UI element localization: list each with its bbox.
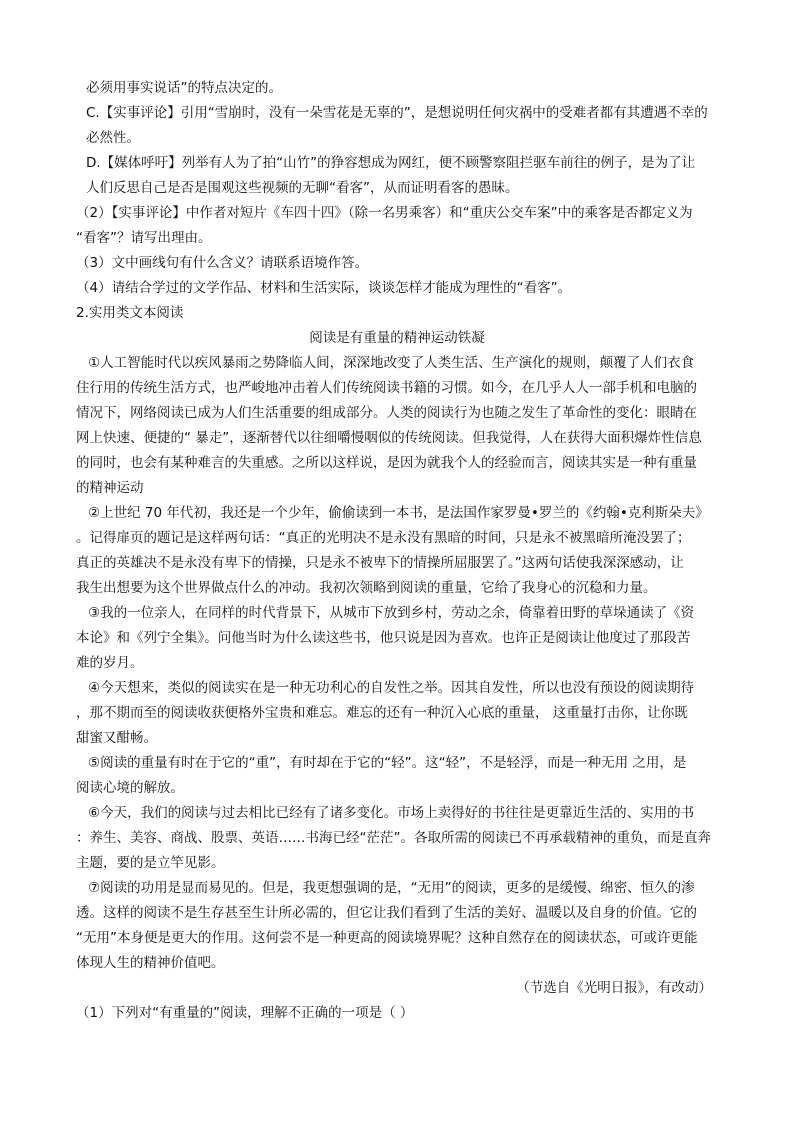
article-line: 我生出想要为这个世界做点什么的冲动。我初次领略到阅读的重量，它给了我身心的沉稳和力量。 [76,580,657,596]
article-line: 真正的英雄决不是永没有卑下的情操，只是永不被卑下的情操所屈服罢了。”这两句话使我深深感动，让 [76,555,684,571]
option-d-line: D.【媒体呼吁】列举有人为了拍“山竹”的狰容想成为网红，便不顾警察阻拦驱车前往的例子，是为了让 [86,155,696,171]
article-line: 体现人生的精神价值吧。 [76,955,225,971]
question-2-line: “看客”？请写出理由。 [76,230,212,246]
article-line: 。记得扉页的题记是这样两句话：“真正的光明决不是永没有黑暗的时间，只是永不被黑暗所淹没罢了； [76,530,691,546]
article-line: ，那不期而至的阅读收获便格外宝贵和难忘。难忘的还有一种沉入心底的重量， 这重量打击你，让你既 [76,705,688,721]
article-line: 难的岁月。 [76,655,144,671]
question-2-line: （2）【实事评论】中作者对短片《车四十四》（除一名男乘客）和“重庆公交车案”中的乘客是否都定义为 [76,205,693,221]
article-line: ②上世纪 70 年代初，我还是一个少年，偷偷读到一本书，是法国作家罗曼•罗兰的《约翰•克利斯朵夫》 [88,505,709,521]
option-c-line: C.【实事评论】引用“雪崩时，没有一朵雪花是无辜的”，是想说明任何灾祸中的受难者都有其遭遇不幸的 [86,105,708,121]
article-title: 阅读是有重量的精神运动铁凝 [309,330,485,346]
article-line: 网上快速、便捷的“ 暴走”，逐渐替代以往细嚼慢咽似的传统阅读。但我觉得，人在获得大面积爆炸性信息 [76,430,702,446]
article-line: ④今天想来，类似的阅读实在是一种无功利心的自发性之举。因其自发性，所以也没有预设的阅读期待 [88,680,695,696]
article-line: ③我的一位亲人，在同样的时代背景下，从城市下放到乡村，劳动之余，倚靠着田野的草垛通读了《资 [88,605,695,621]
article-line: 住行用的传统生活方式，也严峻地冲击着人们传统阅读书籍的习惯。如今，在几乎人人一部手机和电脑的 [76,380,697,396]
article-line: ：养生、美容、商战、股票、英语……书海已经“茫茫”。各取所需的阅读已不再承载精神的重负，而是直奔 [76,830,711,846]
article-line: 情况下，网络阅读已成为人们生活重要的组成部分。人类的阅读行为也随之发生了革命性的变化：眼睛在 [76,405,697,421]
article-line: ⑦阅读的功用是显而易见的。但是，我更想强调的是，“无用”的阅读，更多的是缓慢、绵密、恒久的渗 [88,880,695,896]
question-1: （1）下列对“有重量的”阅读，理解不正确的一项是（ ） [76,1005,414,1021]
article-line: “无用”本身便是更大的作用。这何尝不是一种更高的阅读境界呢？这种自然存在的阅读状态，可或许更能 [76,930,698,946]
article-line: ①人工智能时代以疾风暴雨之势降临人间，深深地改变了人类生活、生产演化的规则，颠覆了人们衣食 [88,355,695,371]
article-line: 本论》和《列宁全集》。问他当时为什么读这些书，他只说是因为喜欢。也许正是阅读让他度过了那段苦 [76,630,691,646]
article-line: 主题，要的是立竿见影。 [76,855,225,871]
question-3: （3）文中画线句有什么含义？请联系语境作答。 [76,255,369,271]
article-line: 的精神运动 [76,480,144,496]
option-d-line: 人们反思自己是否是围观这些视频的无聊“看客”，从而证明看客的愚昧。 [86,180,519,196]
option-c-line: 必然性。 [86,130,140,146]
section-heading: 2.实用类文本阅读 [76,305,184,321]
question-4: （4）请结合学过的文学作品、材料和生活实际，谈谈怎样才能成为理性的“看客”。 [76,280,572,296]
text-line: 必须用事实说话”的特点决定的。 [86,80,282,96]
article-line: 阅读心境的解放。 [76,780,184,796]
article-line: 的同时，也会有某种难言的失重感。之所以这样说，是因为就我个人的经验而言，阅读其实是一种有重量 [76,455,697,471]
article-line: ⑥今天，我们的阅读与过去相比已经有了诸多变化。市场上卖得好的书往往是更靠近生活的、实用的书 [88,805,695,821]
article-line: 甜蜜又酣畅。 [76,730,157,746]
article-line: 透。这样的阅读不是生存甚至生计所必需的，但它让我们看到了生活的美好、温暖以及自身的价值。它的 [76,905,697,921]
article-line: ⑤阅读的重量有时在于它的“重”，有时却在于它的“轻”。这“轻”，不是轻浮，而是一种无用 之用，是 [88,755,687,771]
article-source: （节选自《光明日报》，有改动） [516,980,712,996]
